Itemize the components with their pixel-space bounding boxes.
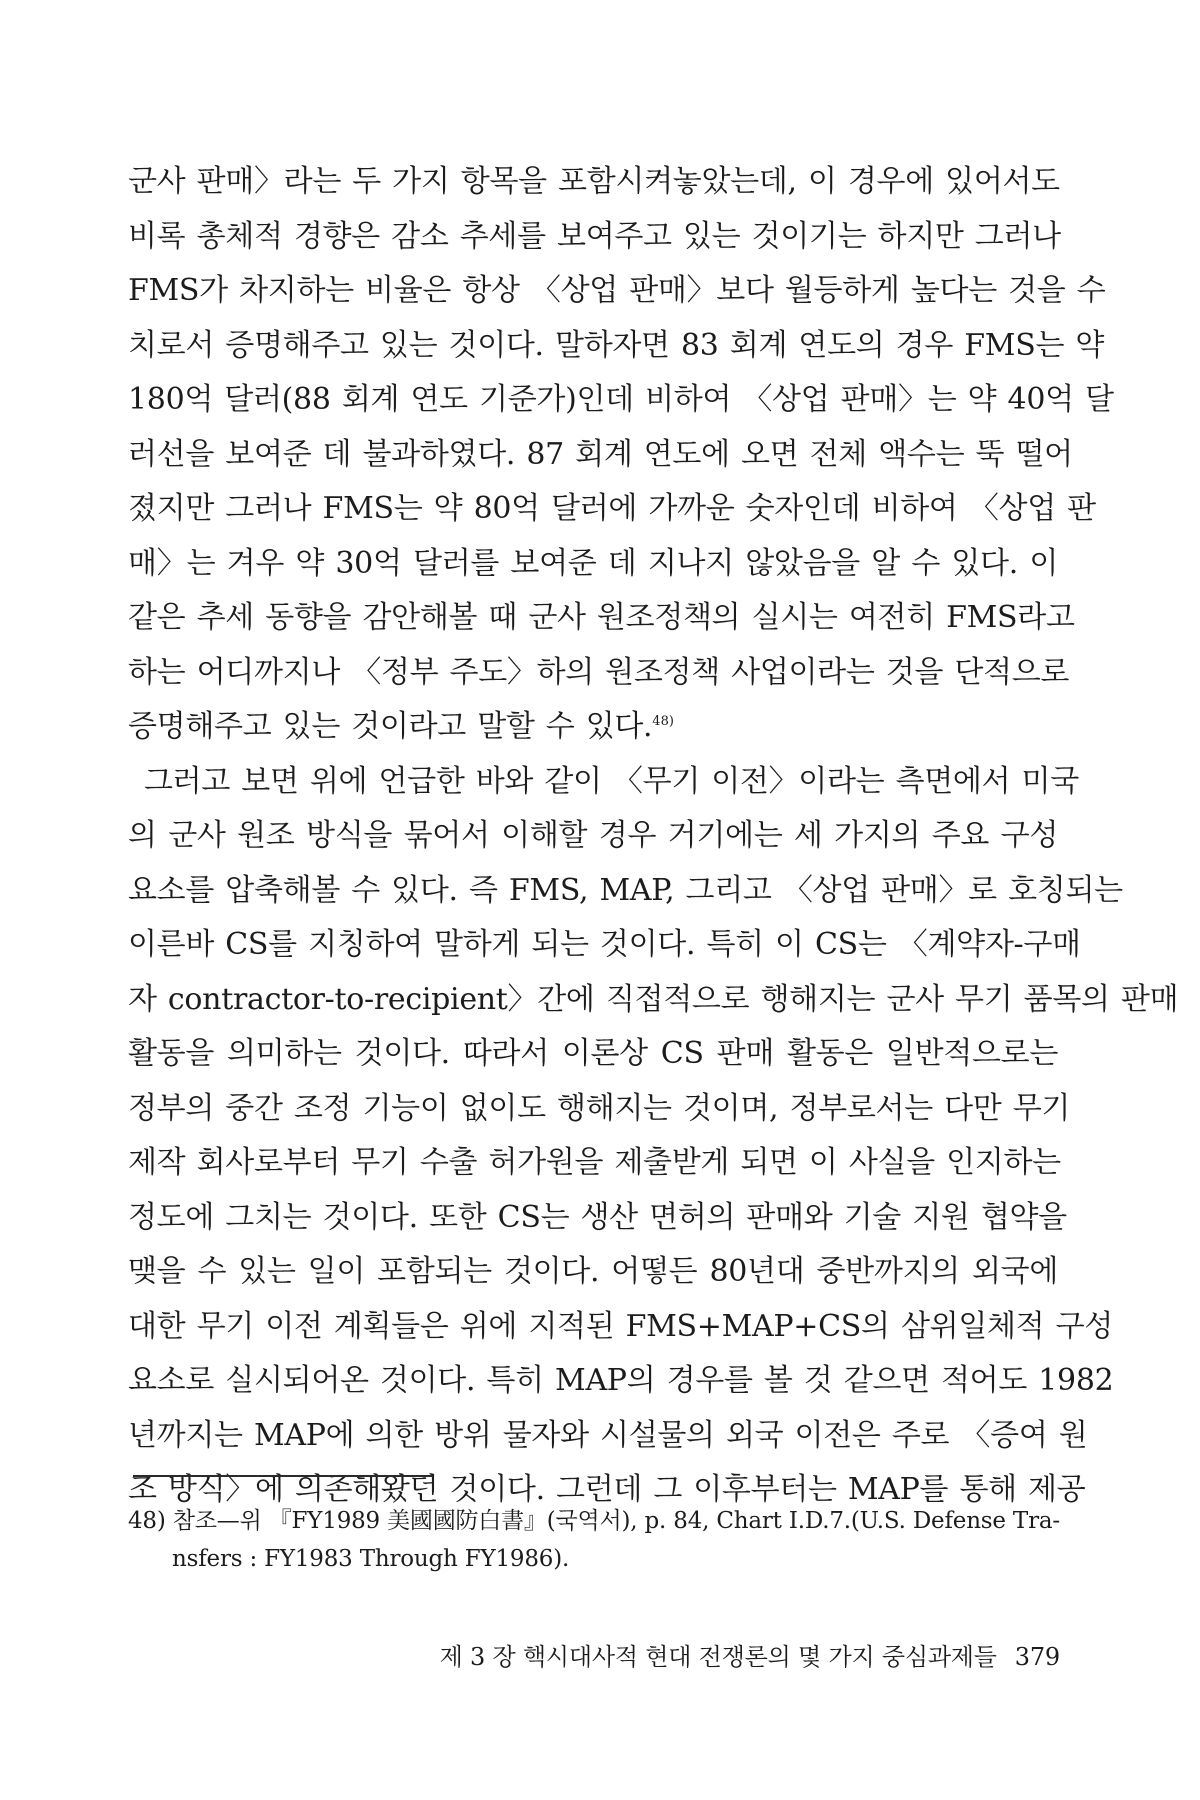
running-footer	[300, 1642, 1060, 1672]
body-line: 요소로 실시되어온 것이다. 특히 MAP의 경우를 볼 것 같으면 적어도 1982	[128, 1363, 1114, 1398]
body-line: 180억 달러(88 회계 연도 기준가)인데 비하여 〈상업 판매〉는 약 40억 달	[128, 382, 1114, 417]
footnote-divider	[133, 1475, 433, 1477]
body-line: 년까지는 MAP에 의한 방위 물자와 시설물의 외국 이전은 주로 〈증여 원	[128, 1417, 1088, 1453]
body-text	[128, 155, 1179, 1518]
body-line: 요소를 압축해볼 수 있다. 즉 FMS, MAP, 그리고 〈상업 판매〉로 호칭되는	[128, 872, 1123, 908]
body-line: 치로서 증명해주고 있는 것이다. 말하자면 83 회계 연도의 경우 FMS는 약	[128, 327, 1105, 363]
body-line: 대한 무기 이전 계획들은 위에 지적된 FMS+MAP+CS의 삼위일체적 구성	[128, 1308, 1113, 1344]
body-line: 의 군사 원조 방식을 묶어서 이해할 경우 거기에는 세 가지의 주요 구성	[128, 818, 1058, 853]
body-line: 매〉는 겨우 약 30억 달러를 보여준 데 지나지 않았음을 알 수 있다. 이	[128, 545, 1058, 581]
body-line: 자 contractor-to-recipient〉간에 직접적으로 행해지는 군사 무기 품목의 판매	[128, 981, 1179, 1017]
page-number: 379	[1014, 1643, 1060, 1671]
body-line-paragraph-end	[128, 700, 1058, 755]
footnote-line: 48) 참조—위 『FY1989 美國國防白書』(국역서), p. 84, Chart I.D.7.(U.S. Defense Tra-	[128, 1508, 1060, 1534]
body-line-text: 증명해주고 있는 것이라고 말할 수 있다.	[128, 709, 653, 744]
body-line: 제작 회사로부터 무기 수출 허가원을 제출받게 되면 이 사실을 인지하는	[128, 1145, 1061, 1180]
body-line: 같은 추세 동향을 감안해볼 때 군사 원조정책의 실시는 여전히 FMS라고	[128, 600, 1075, 635]
paragraph-start-line: 그러고 보면 위에 언급한 바와 같이 〈무기 이전〉이라는 측면에서 미국	[144, 763, 1079, 799]
body-line: 활동을 의미하는 것이다. 따라서 이론상 CS 판매 활동은 일반적으로는	[128, 1036, 1058, 1071]
body-line: 정부의 중간 조정 기능이 없이도 행해지는 것이며, 정부로서는 다만 무기	[128, 1090, 1071, 1126]
footnote-line: nsfers : FY1983 Through FY1986).	[172, 1546, 570, 1572]
body-line: FMS가 차지하는 비율은 항상 〈상업 판매〉보다 월등하게 높다는 것을 수	[128, 273, 1106, 308]
body-line: 정도에 그치는 것이다. 또한 CS는 생산 면허의 판매와 기술 지원 협약을	[128, 1199, 1067, 1235]
body-line: 이른바 CS를 지칭하여 말하게 되는 것이다. 특히 이 CS는 〈계약자-구매	[128, 927, 1081, 962]
footnote-reference[interactable]: 48)	[652, 714, 674, 729]
footnote	[128, 1502, 1058, 1578]
body-line: 러선을 보여준 데 불과하였다. 87 회계 연도에 오면 전체 액수는 뚝 떨어	[128, 436, 1073, 472]
body-line: 군사 판매〉라는 두 가지 항목을 포함시켜놓았는데, 이 경우에 있어서도	[128, 164, 1060, 199]
body-line: 조 방식〉에 의존해왔던 것이다. 그런데 그 이후부터는 MAP를 통해 제공	[128, 1472, 1086, 1507]
body-line: 하는 어디까지나 〈정부 주도〉하의 원조정책 사업이라는 것을 단적으로	[128, 654, 1070, 690]
chapter-title: 제 3 장 핵시대사적 현대 전쟁론의 몇 가지 중심과제들	[439, 1643, 997, 1671]
body-line: 비록 총체적 경향은 감소 추세를 보여주고 있는 것이기는 하지만 그러나	[128, 218, 1061, 254]
body-line: 졌지만 그러나 FMS는 약 80억 달러에 가까운 숫자인데 비하여 〈상업 판	[128, 491, 1096, 526]
body-line: 맺을 수 있는 일이 포함되는 것이다. 어떻든 80년대 중반까지의 외국에	[128, 1254, 1058, 1289]
